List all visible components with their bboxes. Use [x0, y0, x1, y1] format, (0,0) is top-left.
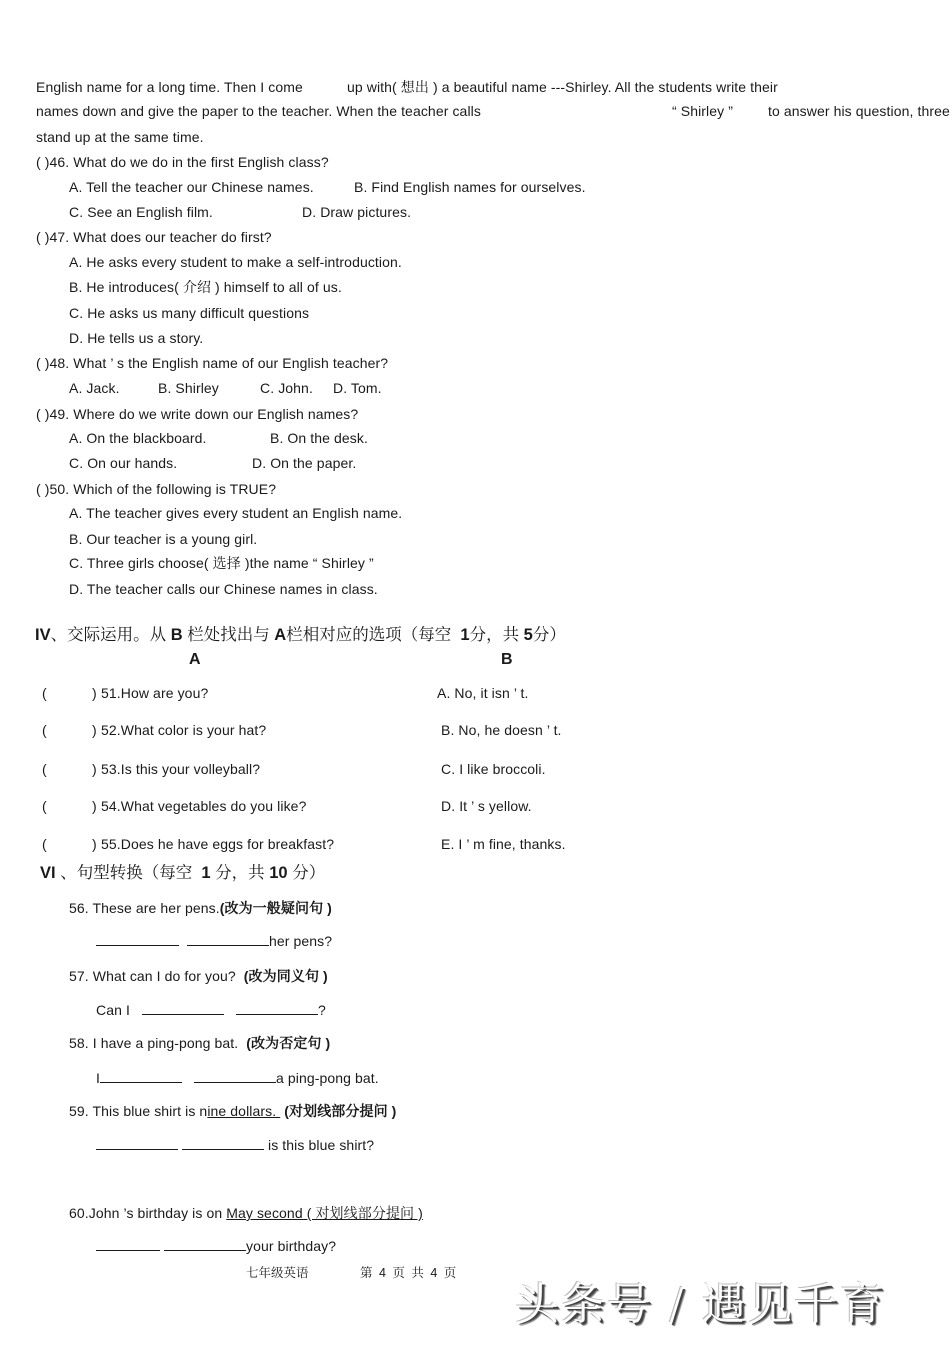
q49-option-c: C. On our hands. — [69, 455, 178, 471]
q59-answer-suffix: is this blue shirt? — [268, 1137, 375, 1153]
q53-bracket-open: ( — [42, 761, 47, 777]
question-47: ( )47. What does our teacher do first? — [36, 229, 272, 245]
q52-bracket-open: ( — [42, 722, 47, 738]
q56 — [69, 899, 332, 917]
q59 — [69, 1102, 396, 1120]
q57-answer-line — [96, 1001, 326, 1019]
q54-bracket-open: ( — [42, 798, 47, 814]
section-4-title-a: A — [274, 626, 287, 644]
q48-option-d: D. Tom. — [333, 380, 382, 396]
passage-line-1b: up with( 想出 ) a beautiful name ---Shirley. All the students write their — [347, 79, 778, 95]
q57-answer-prefix: Can I — [96, 1002, 130, 1018]
q58-text: 58. I have a ping-pong bat. — [69, 1035, 239, 1051]
q56-text: 56. These are her pens. — [69, 900, 220, 916]
section-4-title-text: 、交际运用。从 — [50, 626, 167, 644]
q46-option-b: B. Find English names for ourselves. — [354, 179, 586, 195]
q54-text: 54.What vegetables do you like? — [101, 798, 307, 814]
q58-blank-1[interactable] — [100, 1069, 182, 1083]
q59-answer-line — [96, 1136, 374, 1154]
q57 — [69, 967, 328, 985]
column-b-header: B — [501, 651, 513, 668]
q60-blank-2[interactable] — [164, 1237, 246, 1251]
section-4-title-b: B — [170, 626, 183, 644]
q59-blank-1[interactable] — [96, 1136, 178, 1150]
passage-line-3: stand up at the same time. — [36, 129, 204, 145]
q47-option-a: A. He asks every student to make a self-introduction. — [69, 254, 402, 270]
q47-option-b: B. He introduces( 介绍 ) himself to all of us. — [69, 279, 342, 295]
q60-underlined: May second ( 对划线部分提问 ) — [226, 1205, 423, 1221]
passage-line-2b: “ Shirley ” — [672, 103, 733, 119]
q52-text: 52.What color is your hat? — [101, 722, 267, 738]
watermark: 头条号 / 遇见千育 — [515, 1279, 886, 1330]
section-4-title-mid: 栏处找出与 — [187, 626, 270, 644]
answer-c: C. I like broccoli. — [441, 761, 546, 777]
q51-bracket-close: ) — [92, 685, 97, 701]
q60 — [69, 1204, 423, 1222]
q55-bracket-open: ( — [42, 836, 47, 852]
q58-answer-line — [96, 1069, 379, 1087]
section-4-score1: 1 — [460, 626, 470, 644]
section-6-score2: 10 — [269, 864, 288, 882]
column-a-header: A — [189, 651, 201, 668]
q49-option-b: B. On the desk. — [270, 430, 368, 446]
q50-option-d: D. The teacher calls our Chinese names in class. — [69, 581, 378, 597]
section-6-heading — [40, 863, 325, 883]
q58-note: (改为否定句 ) — [246, 1035, 331, 1051]
q50-option-c: C. Three girls choose( 选择 )the name “ Shirley ” — [69, 555, 374, 571]
q57-note: (改为同义句 ) — [243, 968, 328, 984]
answer-b: B. No, he doesn ’ t. — [441, 722, 562, 738]
answer-d: D. It ’ s yellow. — [441, 798, 532, 814]
q56-answer-suffix: her pens? — [268, 933, 333, 949]
section-4-score2: 5 — [523, 626, 533, 644]
q58 — [69, 1034, 330, 1052]
q56-answer-line — [96, 932, 332, 950]
question-50: ( )50. Which of the following is TRUE? — [36, 481, 277, 497]
q50-option-b: B. Our teacher is a young girl. — [69, 531, 258, 547]
q60-answer-suffix: your birthday? — [246, 1238, 337, 1254]
q51-text: 51.How are you? — [101, 685, 209, 701]
section-6-roman: VI — [40, 864, 56, 882]
question-49: ( )49. Where do we write down our English names? — [36, 406, 359, 422]
q57-blank-2[interactable] — [236, 1001, 318, 1015]
q50-option-a: A. The teacher gives every student an English name. — [69, 505, 403, 521]
section-6-title-end: 分） — [292, 864, 326, 882]
q48-option-a: A. Jack. — [69, 380, 120, 396]
q57-blank-1[interactable] — [142, 1001, 224, 1015]
q48-option-b: B. Shirley — [158, 380, 219, 396]
footer-subject: 七年级英语 — [246, 1266, 309, 1280]
q58-blank-2[interactable] — [194, 1069, 276, 1083]
section-6-title-mid: 分，共 — [215, 864, 265, 882]
answer-e: E. I ’ m fine, thanks. — [441, 836, 566, 852]
question-46: ( )46. What do we do in the first English class? — [36, 154, 329, 170]
q57-text: 57. What can I do for you? — [69, 968, 236, 984]
q47-option-c: C. He asks us many difficult questions — [69, 305, 310, 321]
q49-option-a: A. On the blackboard. — [69, 430, 207, 446]
q60-text: 60.John ’s birthday is on — [69, 1205, 227, 1221]
section-4-title-mid2: 栏相对应的选项（每空 — [286, 626, 452, 644]
q56-blank-2[interactable] — [187, 932, 269, 946]
q53-bracket-close: ) — [92, 761, 97, 777]
q59-note: (对划线部分提问 ) — [284, 1103, 397, 1119]
q55-bracket-close: ) — [92, 836, 97, 852]
q52-bracket-close: ) — [92, 722, 97, 738]
q48-option-c: C. John. — [260, 380, 313, 396]
q53-text: 53.Is this your volleyball? — [101, 761, 261, 777]
section-4-heading — [35, 625, 566, 645]
section-4-roman: IV — [35, 626, 51, 644]
q59-underlined: ine dollars. — [207, 1103, 281, 1119]
section-4-title-end: 分） — [532, 626, 566, 644]
q46-option-a: A. Tell the teacher our Chinese names. — [69, 179, 314, 195]
q55-text: 55.Does he have eggs for breakfast? — [101, 836, 335, 852]
q51-bracket-open: ( — [42, 685, 47, 701]
question-48: ( )48. What ’ s the English name of our English teacher? — [36, 355, 389, 371]
passage-line-2a: names down and give the paper to the teacher. When the teacher calls — [36, 103, 481, 119]
section-4-title-mid3: 分，共 — [469, 626, 520, 644]
answer-a: A. No, it isn ’ t. — [437, 685, 529, 701]
q59-blank-2[interactable] — [182, 1136, 264, 1150]
q56-blank-1[interactable] — [96, 932, 179, 946]
q47-option-d: D. He tells us a story. — [69, 330, 204, 346]
q58-answer-suffix: a ping-pong bat. — [275, 1070, 379, 1086]
q54-bracket-close: ) — [92, 798, 97, 814]
q56-note: (改为一般疑问句 ) — [219, 900, 332, 916]
passage-line-2c: to answer his question, three — [768, 103, 950, 119]
q57-answer-suffix: ? — [317, 1002, 326, 1018]
passage-line-1a: English name for a long time. Then I come — [36, 79, 303, 95]
section-6-title-text: 、句型转换（每空 — [60, 864, 193, 882]
q60-answer-line — [96, 1237, 336, 1255]
q60-blank-1[interactable] — [96, 1237, 160, 1251]
q46-option-c: C. See an English film. — [69, 204, 213, 220]
q58-answer-prefix: I — [96, 1070, 100, 1086]
q59-text: 59. This blue shirt is n — [69, 1103, 208, 1119]
footer-page-number: 第 4 页 共 4 页 — [360, 1266, 457, 1280]
q46-option-d: D. Draw pictures. — [302, 204, 412, 220]
q49-option-d: D. On the paper. — [252, 455, 357, 471]
section-6-score1: 1 — [201, 864, 211, 882]
